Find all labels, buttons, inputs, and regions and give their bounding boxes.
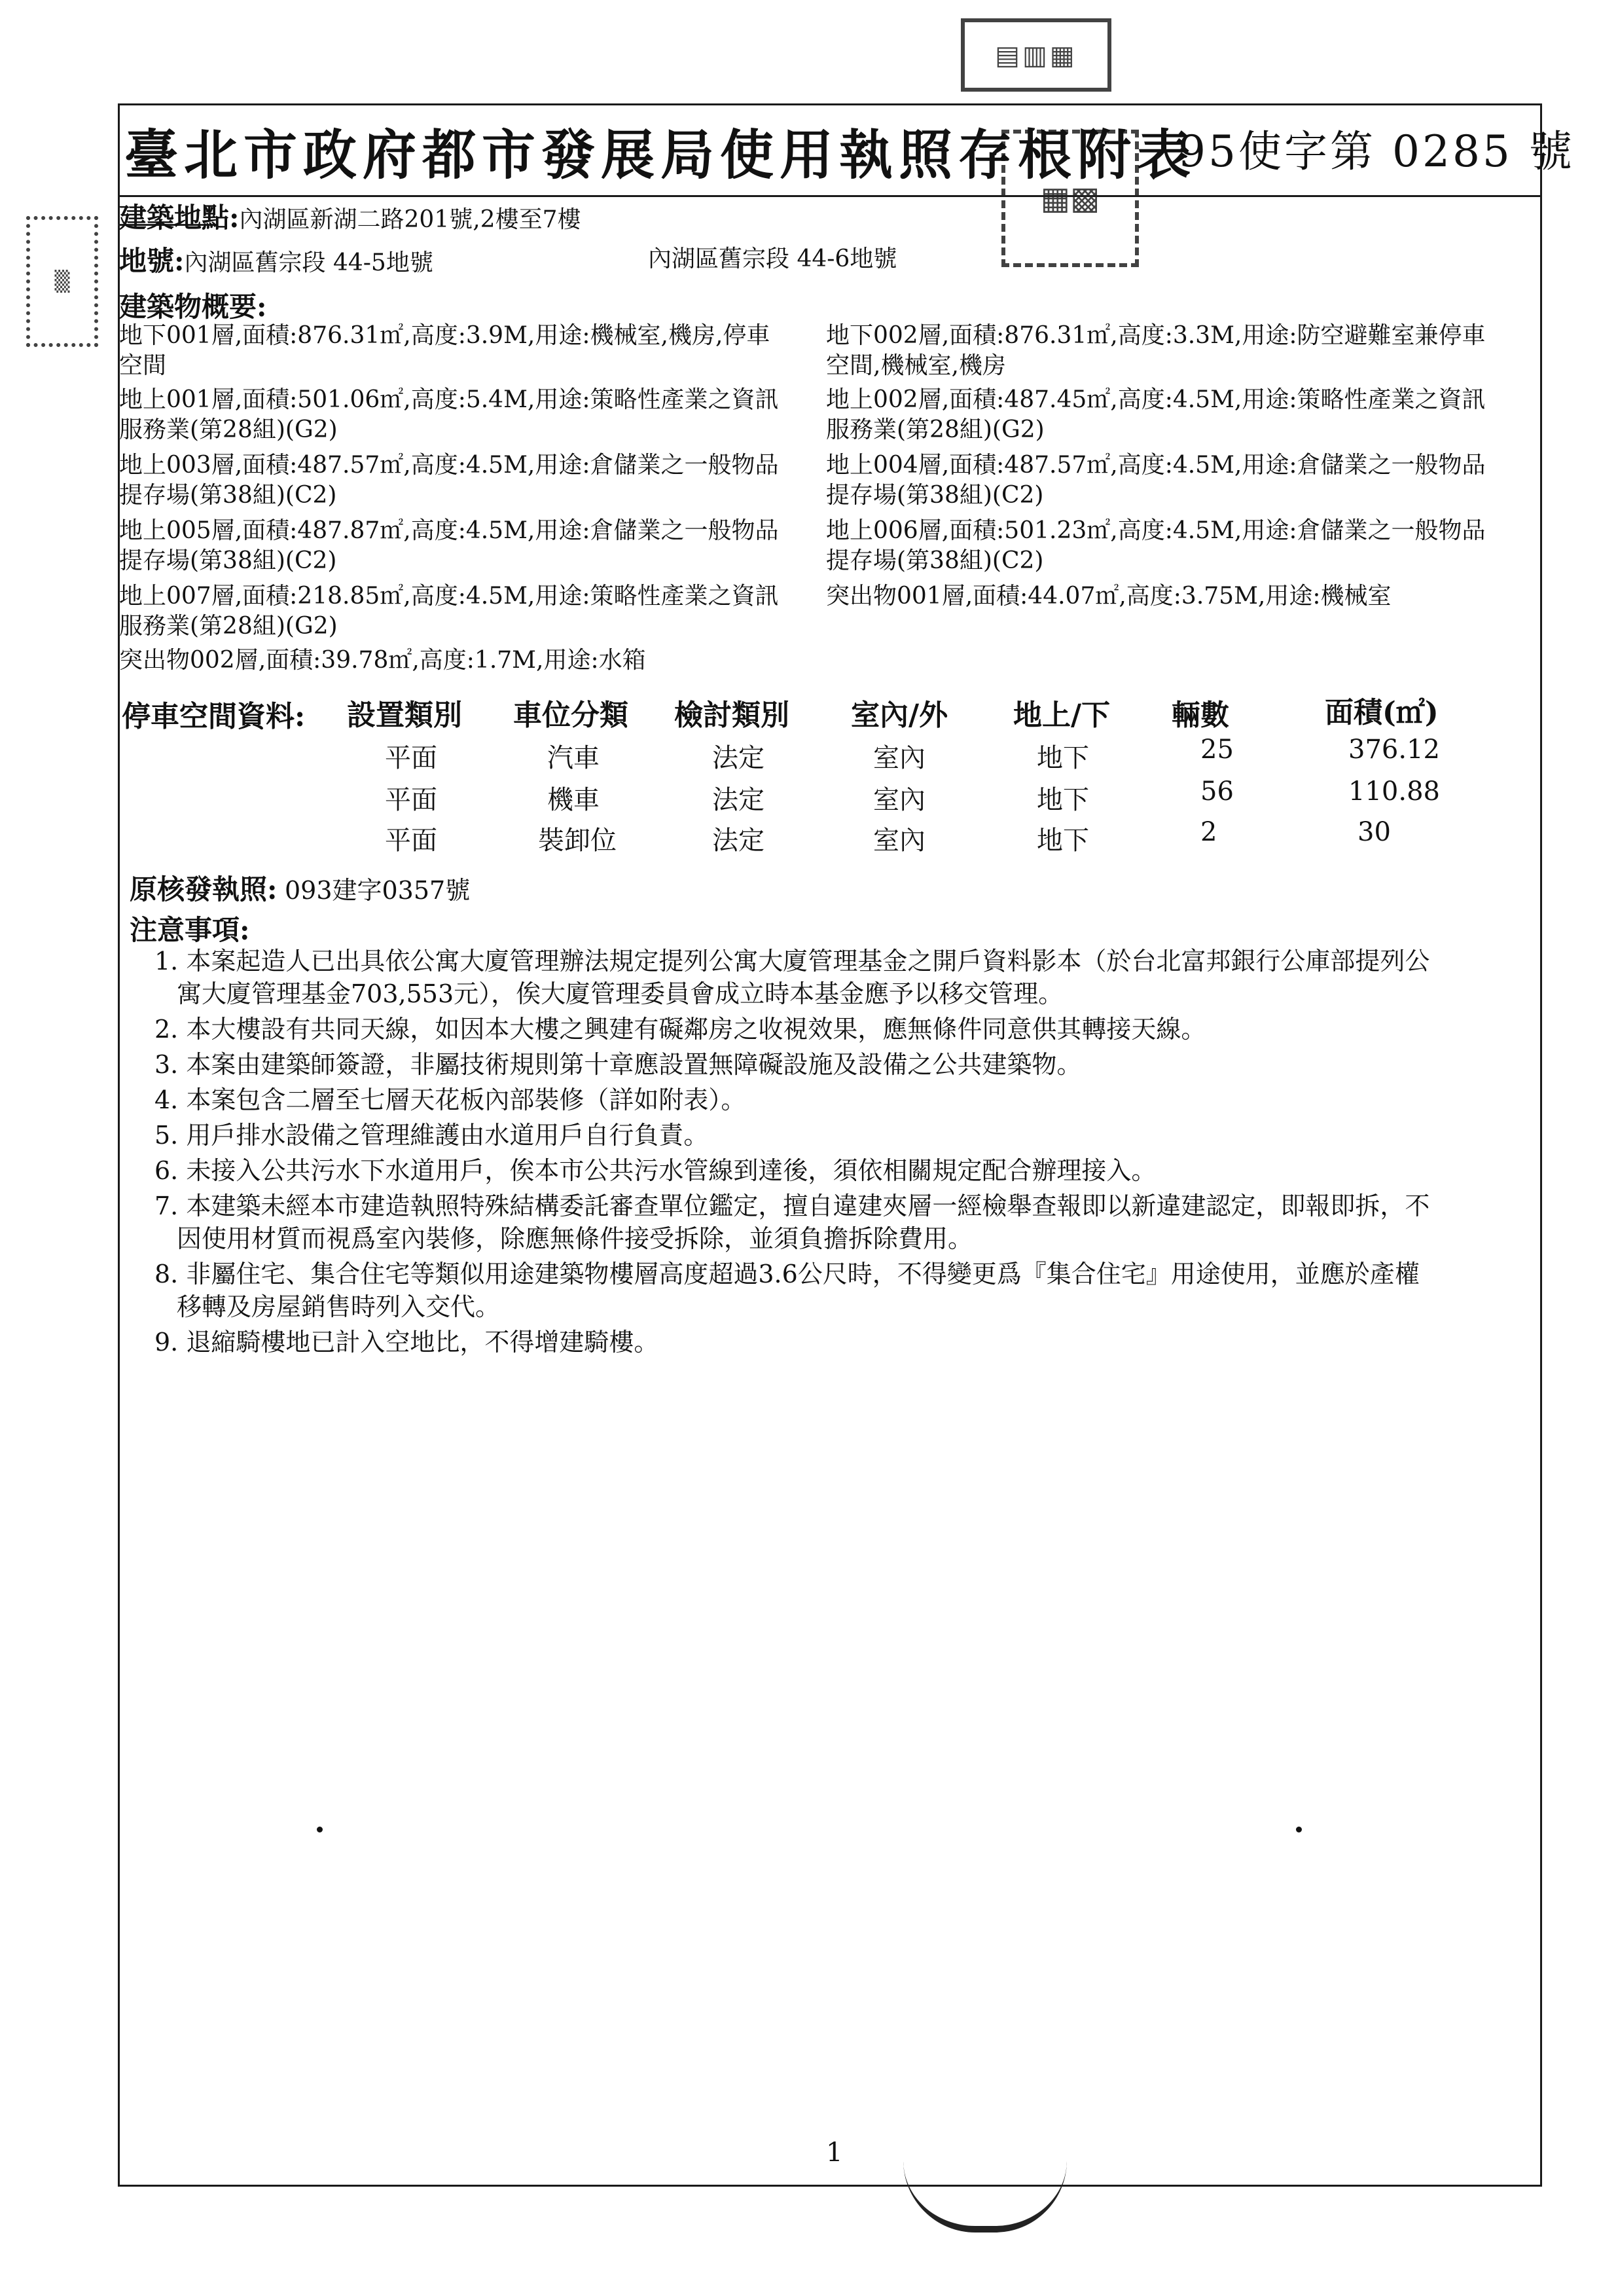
scan-speck xyxy=(1296,1827,1302,1832)
note-line: 寓大廈管理基金703,553元），俟大廈管理委員會成立時本基金應予以移交管理。 xyxy=(177,979,1064,1008)
parking-cell: 56 xyxy=(1200,776,1234,807)
building-right-line: 提存場(第38組)(C2) xyxy=(826,482,1044,509)
parking-header-cell: 檢討類別 xyxy=(674,699,789,732)
original-permit-row xyxy=(130,873,470,906)
note-line: 移轉及房屋銷售時列入交代。 xyxy=(177,1292,501,1321)
building-right-line: 地上002層,面積:487.45㎡,高度:4.5M,用途:策略性產業之資訊 xyxy=(826,386,1486,413)
note-line: 5. 用戶排水設備之管理維護由水道用戶自行負責。 xyxy=(154,1121,709,1150)
lot-2: 內湖區舊宗段 44-6地號 xyxy=(648,246,897,272)
building-left-line: 突出物002層,面積:39.78㎡,高度:1.7M,用途:水箱 xyxy=(119,647,646,674)
building-left-line: 提存場(第38組)(C2) xyxy=(119,547,337,574)
building-summary-label: 建築物概要: xyxy=(119,291,267,323)
notes-label: 注意事項: xyxy=(130,914,250,946)
parking-cell: 30 xyxy=(1357,817,1391,847)
parking-cell: 110.88 xyxy=(1348,776,1440,807)
note-line: 9. 退縮騎樓地已計入空地比，不得增建騎樓。 xyxy=(154,1328,659,1357)
parking-cell: 平面 xyxy=(385,826,437,856)
original-permit-label: 原核發執照: xyxy=(130,873,278,905)
lot-row xyxy=(119,245,433,278)
parking-cell: 裝卸位 xyxy=(538,826,617,856)
parking-cell: 376.12 xyxy=(1348,735,1440,765)
building-left-line: 地上007層,面積:218.85㎡,高度:4.5M,用途:策略性產業之資訊 xyxy=(119,583,779,610)
parking-cell: 地下 xyxy=(1037,743,1089,773)
parking-cell: 機車 xyxy=(547,785,600,815)
building-left-line: 地上001層,面積:501.06㎡,高度:5.4M,用途:策略性產業之資訊 xyxy=(119,386,779,413)
building-left-line: 空間 xyxy=(119,352,167,379)
building-right-line: 突出物001層,面積:44.07㎡,高度:3.75M,用途:機械室 xyxy=(826,583,1392,610)
building-right-line: 提存場(第38組)(C2) xyxy=(826,547,1044,574)
building-right-line: 空間,機械室,機房 xyxy=(826,352,1006,379)
building-left-line: 提存場(第38組)(C2) xyxy=(119,482,337,509)
title-divider xyxy=(118,195,1542,197)
parking-cell: 地下 xyxy=(1037,826,1089,856)
note-line: 3. 本案由建築師簽證，非屬技術規則第十章應設置無障礙設施及設備之公共建築物。 xyxy=(154,1050,1082,1079)
parking-cell: 法定 xyxy=(712,743,764,773)
lot-1: 內湖區舊宗段 44-5地號 xyxy=(184,249,433,276)
parking-header-cell: 設置類別 xyxy=(347,699,462,732)
site-address-row xyxy=(119,202,581,234)
building-left-line: 地下001層,面積:876.31㎡,高度:3.9M,用途:機械室,機房,停車 xyxy=(119,322,770,349)
parking-header-cell: 室內/外 xyxy=(851,699,948,732)
scan-speck xyxy=(317,1827,323,1832)
site-address-label: 建築地點: xyxy=(119,202,240,234)
building-left-line: 地上003層,面積:487.57㎡,高度:4.5M,用途:倉儲業之一般物品 xyxy=(119,452,779,479)
building-right-line: 地下002層,面積:876.31㎡,高度:3.3M,用途:防空避難室兼停車 xyxy=(826,322,1486,349)
note-line: 8. 非屬住宅、集合住宅等類似用途建築物樓層高度超過3.6公尺時，不得變更爲『集合住宅』用途使用，並應於產權 xyxy=(154,1260,1420,1288)
parking-label: 停車空間資料: xyxy=(122,700,306,733)
stamp-mark-left: ▒ xyxy=(26,216,98,347)
stamp-mark-top: ▤▥▦ xyxy=(961,18,1111,92)
stamp-mark-middle: ▦▩ xyxy=(1001,130,1139,267)
parking-cell: 25 xyxy=(1200,735,1234,765)
note-line: 4. 本案包含二層至七層天花板內部裝修（詳如附表）。 xyxy=(154,1085,746,1114)
note-line: 2. 本大樓設有共同天線，如因本大樓之興建有礙鄰房之收視效果，應無條件同意供其轉接天線。 xyxy=(154,1015,1206,1044)
page-number: 1 xyxy=(826,2138,843,2168)
parking-cell: 室內 xyxy=(873,785,926,815)
parking-cell: 2 xyxy=(1200,817,1217,847)
parking-header-cell: 車位分類 xyxy=(513,699,628,732)
parking-cell: 室內 xyxy=(873,743,926,773)
note-line: 6. 未接入公共污水下水道用戶，俟本市公共污水管線到達後，須依相關規定配合辦理接入。 xyxy=(154,1156,1157,1185)
building-right-line: 地上006層,面積:501.23㎡,高度:4.5M,用途:倉儲業之一般物品 xyxy=(826,517,1486,544)
building-right-line: 服務業(第28組)(G2) xyxy=(826,416,1045,443)
building-left-line: 服務業(第28組)(G2) xyxy=(119,416,338,443)
site-address: 內湖區新湖二路201號,2樓至7樓 xyxy=(239,206,581,233)
parking-cell: 平面 xyxy=(385,743,437,773)
parking-header-cell: 地上/下 xyxy=(1013,699,1111,732)
note-line: 1. 本案起造人已出具依公寓大廈管理辦法規定提列公寓大廈管理基金之開戶資料影本（於台北富邦銀行公庫部提列公 xyxy=(154,947,1430,975)
parking-cell: 法定 xyxy=(712,826,764,856)
parking-cell: 汽車 xyxy=(547,743,600,773)
parking-cell: 室內 xyxy=(873,826,926,856)
page-title: 臺北市政府都市發展局使用執照存根附表 xyxy=(124,124,1197,187)
note-line: 7. 本建築未經本市建造執照特殊結構委託審查單位鑑定，擅自違建夾層一經檢舉查報即以新違建認定，即報即拆，不 xyxy=(154,1192,1430,1220)
lot-label: 地號: xyxy=(119,245,185,277)
parking-cell: 法定 xyxy=(712,785,764,815)
seal-arc xyxy=(903,2160,1067,2232)
note-line: 因使用材質而視爲室內裝修，除應無條件接受拆除，並須負擔拆除費用。 xyxy=(177,1224,973,1253)
building-right-line: 地上004層,面積:487.57㎡,高度:4.5M,用途:倉儲業之一般物品 xyxy=(826,452,1486,479)
parking-cell: 地下 xyxy=(1037,785,1089,815)
parking-header-cell: 輛數 xyxy=(1172,699,1229,732)
building-left-line: 地上005層,面積:487.87㎡,高度:4.5M,用途:倉儲業之一般物品 xyxy=(119,517,779,544)
permit-number: 95使字第 0285 號 xyxy=(1178,126,1575,177)
parking-cell: 平面 xyxy=(385,785,437,815)
parking-header-cell: 面積(㎡) xyxy=(1325,696,1439,729)
original-permit-value: 093建字0357號 xyxy=(284,876,471,905)
building-left-line: 服務業(第28組)(G2) xyxy=(119,613,338,640)
